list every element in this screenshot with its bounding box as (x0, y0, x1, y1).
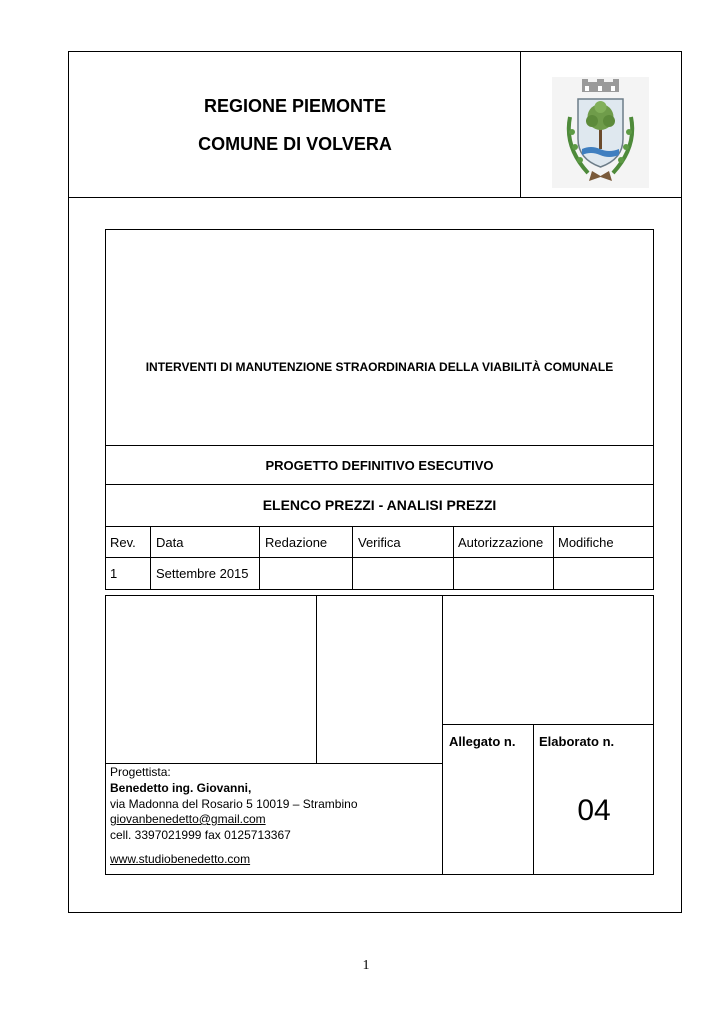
rev-row-data: Settembre 2015 (156, 566, 249, 581)
rev-col-sep-2 (259, 526, 260, 590)
rev-header-rev: Rev. (110, 535, 136, 550)
region-title: REGIONE PIEMONTE (203, 96, 387, 116)
rev-row-rev: 1 (110, 566, 118, 581)
rev-col-sep-4 (453, 526, 454, 590)
elaborato-label: Elaborato n. (539, 734, 615, 749)
document-title: ELENCO PREZZI - ANALISI PREZZI (262, 497, 497, 513)
header-separator (520, 51, 521, 198)
rev-header-data: Data (156, 535, 184, 550)
project-divider-3 (105, 526, 654, 527)
comune-title: COMUNE DI VOLVERA (198, 134, 392, 154)
rev-header-verifica: Verifica (358, 535, 401, 550)
designer-name: Benedetto ing. Giovanni, (110, 781, 252, 795)
project-divider-1 (105, 445, 654, 446)
page-number: 1 (362, 958, 370, 973)
designer-address: via Madonna del Rosario 5 10019 – Strambino (110, 797, 358, 811)
designer-email-link[interactable]: giovanbenedetto@gmail.com (110, 812, 266, 826)
project-divider-4 (105, 557, 654, 558)
rev-header-modifiche: Modifiche (558, 535, 614, 550)
elaborato-number: 04 (577, 794, 611, 827)
rev-col-sep-1 (150, 526, 151, 590)
rev-header-autorizzazione: Autorizzazione (458, 535, 544, 550)
designer-phone: cell. 3397021999 fax 0125713367 (110, 828, 291, 842)
rev-col-sep-3 (352, 526, 353, 590)
bottom-sep-mid (442, 595, 443, 875)
bottom-divider-right (442, 724, 654, 725)
allegato-label: Allegato n. (449, 734, 516, 749)
rev-col-sep-5 (553, 526, 554, 590)
coat-of-arms-icon (552, 77, 649, 188)
bottom-divider-left (105, 763, 443, 764)
designer-website-link[interactable]: www.studiobenedetto.com (110, 852, 251, 866)
designer-label: Progettista: (110, 765, 171, 779)
project-title: INTERVENTI DI MANUTENZIONE STRAORDINARIA DELLA VIABILITÀ COMUNALE (145, 360, 614, 374)
header-divider (68, 197, 682, 198)
project-phase: PROGETTO DEFINITIVO ESECUTIVO (265, 458, 494, 473)
bottom-sep-left (316, 595, 317, 763)
rev-header-redazione: Redazione (265, 535, 328, 550)
project-divider-2 (105, 484, 654, 485)
